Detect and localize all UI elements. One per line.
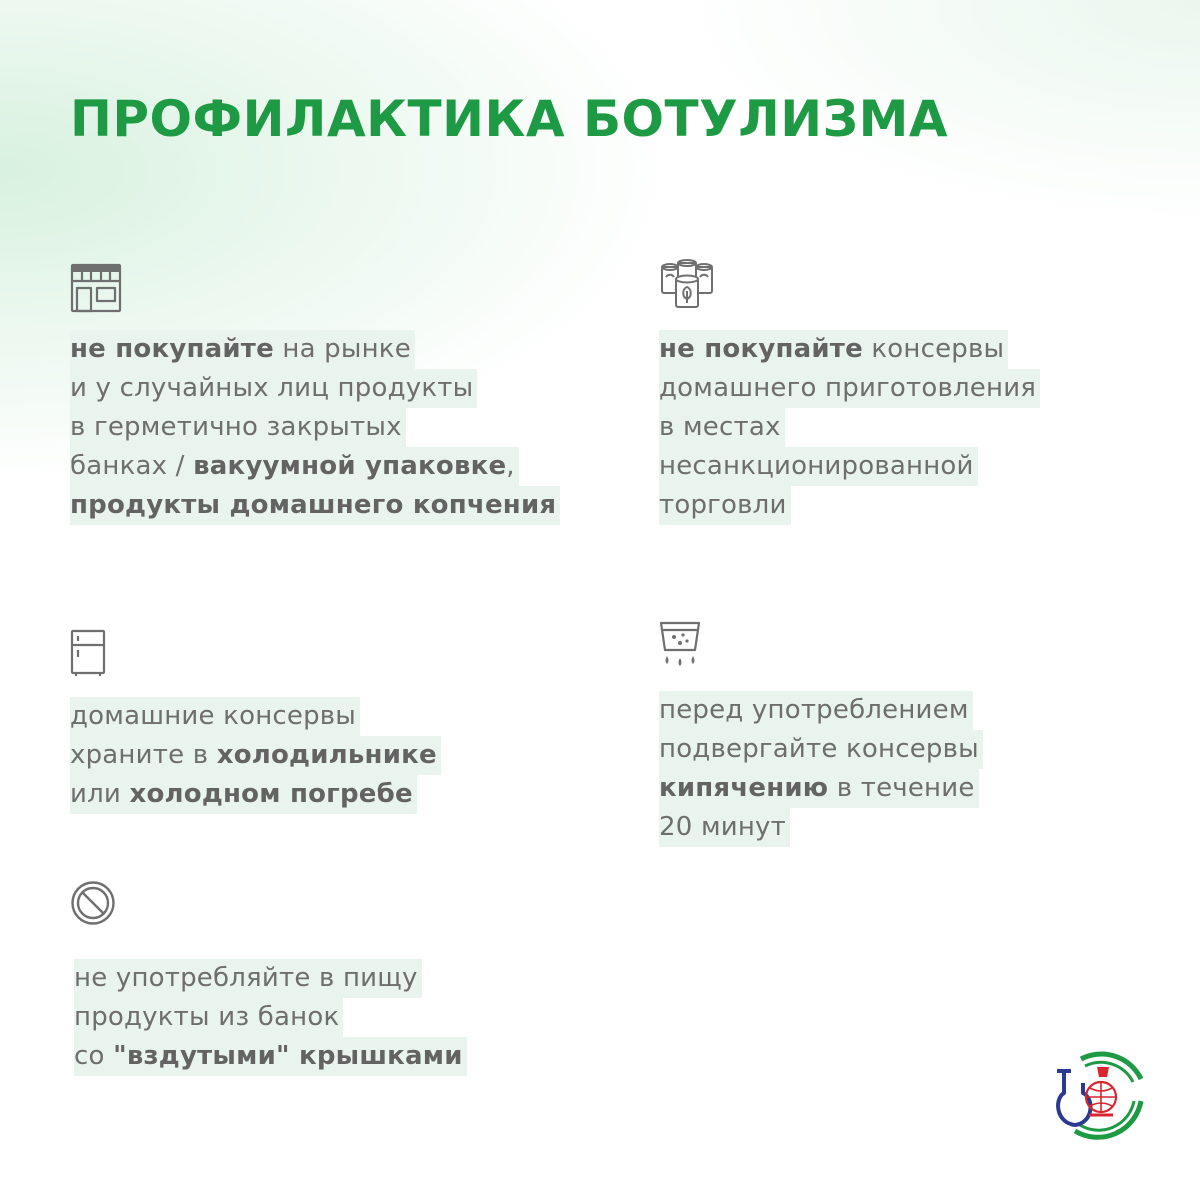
text-line: со "вздутыми" крышками: [74, 1037, 467, 1076]
text-line: продукты домашнего копчения: [70, 486, 560, 525]
text-line: торговли: [659, 486, 791, 525]
text-line: домашнего приготовления: [659, 369, 1040, 408]
boiling-pot-icon: [659, 620, 701, 670]
text-line: домашние консервы: [70, 697, 360, 736]
rospotrebnadzor-emblem-icon: [1053, 1049, 1147, 1145]
text-line: банках / вакуумной упаковке,: [70, 447, 519, 486]
text-line: не покупайте консервы: [659, 330, 1008, 369]
prohibited-icon: [70, 880, 116, 926]
text-line: в герметично закрытых: [70, 408, 406, 447]
text-line: или холодном погребе: [70, 775, 417, 814]
tip-text: [74, 959, 467, 1076]
text-line: продукты из банок: [74, 998, 343, 1037]
canned-goods-icon: [659, 259, 715, 309]
text-line: храните в холодильнике: [70, 736, 441, 775]
text-line: кипячению в течение: [659, 769, 979, 808]
text-line: перед употреблением: [659, 691, 973, 730]
tip-text: [659, 691, 983, 847]
refrigerator-icon: [70, 629, 106, 677]
text-line: и у случайных лиц продукты: [70, 369, 477, 408]
text-line: 20 минут: [659, 808, 790, 847]
tip-text: [659, 330, 1040, 525]
market-stall-icon: [70, 263, 122, 313]
text-line: несанкционированной: [659, 447, 978, 486]
tip-text: [70, 330, 560, 525]
text-line: в местах: [659, 408, 785, 447]
text-line: не покупайте на рынке: [70, 330, 415, 369]
text-line: не употребляйте в пищу: [74, 959, 422, 998]
text-line: подвергайте консервы: [659, 730, 983, 769]
page-title: ПРОФИЛАКТИКА БОТУЛИЗМА: [70, 90, 949, 148]
tip-text: [70, 697, 441, 814]
